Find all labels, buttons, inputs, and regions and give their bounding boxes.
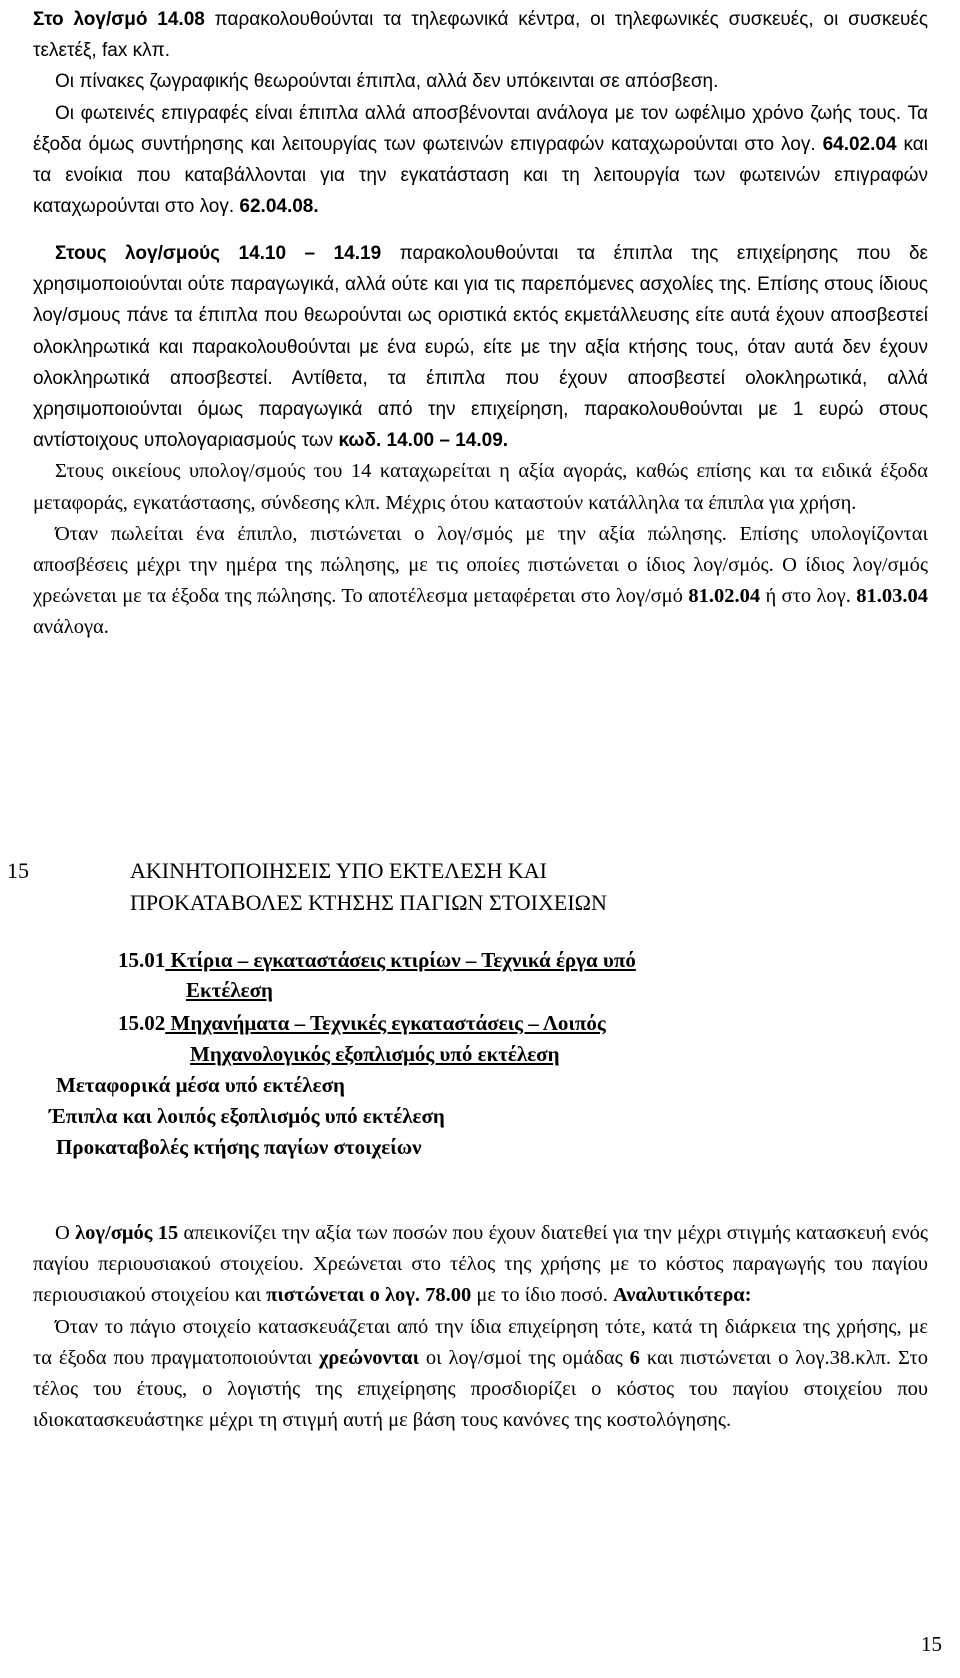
section-title-line1: ΑΚΙΝΗΤΟΠΟΙΗΣΕΙΣ ΥΠΟ ΕΚΤΕΛΕΣΗ ΚΑΙ: [130, 858, 547, 883]
paragraph: Όταν το πάγιο στοιχείο κατασκευάζεται από την ίδια επιχείρηση τότε, κατά τη διάρκεια της χρήσης, με τα έξοδα που πραγματοποιούνται χρεώνονται οι λογ/σμοί της ομάδας 6 και πιστώνεται ο λογ.38.κλπ. Στο τέλος του έτους, ο λογιστής της επιχείρησης προσδιορίζει ο κόστος του παγίου στοιχείου που ιδιοκατασκευάστηκε μέχρι τη στιγμή αυτή με βάση τους κανόνες της κοστολόγησης.: [33, 1315, 929, 1432]
page-number: 15: [921, 1632, 942, 1656]
paragraph: Οι φωτεινές επιγραφές είναι έπιπλα αλλά αποσβένονται ανάλογα με τον ωφέλιμο χρόνο ζωής τους. Τα έξοδα όμως συντήρησης και λειτουργίας των φωτεινών επιγραφών καταχωρούνται στο λογ. 64.02.04 και τα ενοίκια που καταβάλλονται για την εγκατάσταση και τη λειτουργία των φωτεινών επιγραφών καταχωρούνται στο λογ. 62.04.08.: [33, 102, 928, 218]
section-title-line2: ΠΡΟΚΑΤΑΒΟΛΕΣ ΚΤΗΣΗΣ ΠΑΓΙΩΝ ΣΤΟΙΧΕΙΩΝ: [130, 890, 607, 915]
bold-term: πιστώνεται ο λογ. 78.00: [266, 1284, 472, 1307]
account-15-block: [33, 1218, 928, 1436]
bold-term: χρεώνονται: [318, 1346, 419, 1369]
bold-term: 64.02.04: [822, 133, 897, 155]
subsection-item: Έπιπλα και λοιπός εξοπλισμός υπό εκτέλεση: [49, 1104, 445, 1128]
bold-term: Αναλυτικότερα:: [612, 1284, 752, 1307]
subsection-item: Μεταφορικά μέσα υπό εκτέλεση: [56, 1073, 345, 1097]
account-1410-block: [33, 238, 928, 644]
paragraph: Οι πίνακες ζωγραφικής θεωρούνται έπιπλα, αλλά δεν υπόκεινται σε απόσβεση.: [55, 71, 719, 93]
paragraph: Στους οικείους υπολογ/σμούς του 14 καταχωρείται η αξία αγοράς, καθώς επίσης και τα ειδικά έξοδα μεταφοράς, εγκατάστασης, σύνδεσης κλπ. Μέχρις ότου καταστούν κατάλληλα τα έπιπλα για χρήση.: [33, 460, 928, 514]
section-number: 15: [7, 858, 29, 883]
bold-term: 62.04.08.: [239, 196, 319, 218]
subsection-item: Προκαταβολές κτήσης παγίων στοιχείων: [56, 1135, 422, 1159]
subsection-1502: 15.02 Μηχανήματα – Τεχνικές εγκαταστάσεις – Λοιπός: [118, 1011, 606, 1035]
paragraph: Όταν πωλείται ένα έπιπλο, πιστώνεται ο λογ/σμός με την αξία πώλησης. Επίσης υπολογίζονται αποσβέσεις μέχρι την ημέρα της πώλησης, με τις οποίες πιστώνεται ο ίδιος λογ/σμός. Ο ίδιος λογ/σμός χρεώνεται με τα έξοδα της πώλησης. Το αποτέλεσμα μεταφέρεται στο λογ/σμό 81.02.04 ή στο λογ. 81.03.04 ανάλογα.: [33, 522, 928, 639]
paragraph: Ο λογ/σμός 15 απεικονίζει την αξία των ποσών που έχουν διατεθεί για την μέχρι στιγμής κατασκευή ενός παγίου περιουσιακού στοιχείου. Χρεώνεται στο τέλος της χρήσης με το κόστος παραγωγής του παγίου περιουσιακού στοιχείου και πιστώνεται ο λογ. 78.00 με το ίδιο ποσό. Αναλυτικότερα:: [33, 1222, 928, 1307]
bold-term: λογ/σμός 15: [75, 1222, 179, 1244]
account-1408-block: [33, 4, 928, 222]
bold-term: 81.02.04: [688, 585, 761, 608]
bold-term: 6: [629, 1346, 640, 1369]
subsection-1502-line2: Μηχανολογικός εξοπλισμός υπό εκτέλεση: [190, 1042, 560, 1066]
subsection-1501: 15.01 Κτίρια – εγκαταστάσεις κτιρίων – Τεχνικά έργα υπό: [118, 948, 636, 972]
paragraph: Στους λογ/σμούς 14.10 – 14.19 παρακολουθούνται τα έπιπλα της επιχείρησης που δε χρησιμοποιούνται ούτε παραγωγικά, αλλά ούτε και για τις παρεπόμενες ασχολίες της. Επίσης στους ίδιους λογ/σμους πάνε τα έπιπλα που θεωρούνται ως οριστικά εκτός εκμετάλλευσης είτε αυτά έχουν αποσβεστεί ολοκληρωτικά και παρακολουθούνται με ένα ευρώ, είτε με την αξία κτήσης τους, όταν αυτά δεν έχουν ολοκληρωτικά αποσβεστεί. Αντίθετα, τα έπιπλα που έχουν αποσβεστεί ολοκληρωτικά, αλλά χρησιμοποιούνται όμως παραγωγικά από την επιχείρηση, παρακολουθούνται με 1 ευρώ στους αντίστοιχους υπολογαριασμούς των κωδ. 14.00 – 14.09.: [33, 243, 928, 452]
subsection-1501-line2: Εκτέλεση: [186, 978, 273, 1002]
bold-term: Στο λογ/σμό 14.08: [33, 9, 205, 30]
bold-term: 81.03.04: [856, 585, 928, 608]
paragraph: Στο λογ/σμό 14.08 παρακολουθούνται τα τηλεφωνικά κέντρα, οι τηλεφωνικές συσκευές, οι συσκευές τελετέξ, fax κλπ.: [33, 9, 928, 62]
bold-term: κωδ. 14.00 – 14.09.: [338, 430, 509, 452]
bold-term: Στους λογ/σμούς 14.10 – 14.19: [55, 243, 382, 264]
